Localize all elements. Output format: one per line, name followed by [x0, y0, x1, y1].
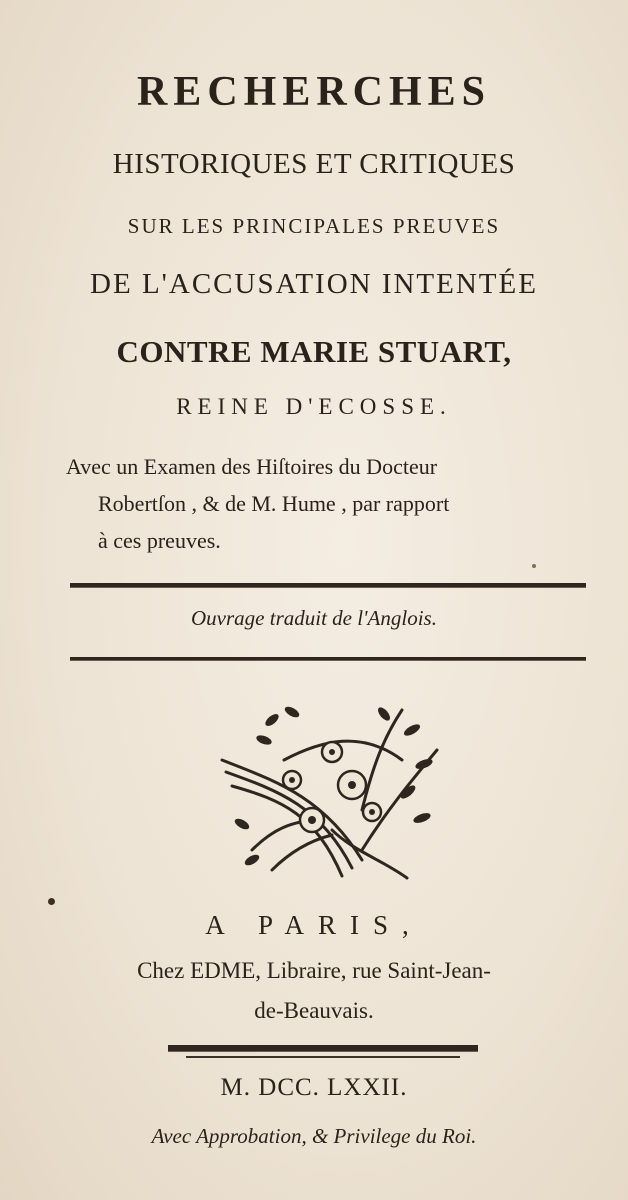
rule-bottom-heavy [168, 1045, 478, 1051]
rule-middle [70, 657, 586, 660]
imprint-publisher-line-2: de-Beauvais. [254, 998, 374, 1023]
title-line-4: DE L'ACCUSATION INTENTÉE [90, 268, 538, 300]
subtitle-line-3: à ces preuves. [98, 528, 221, 553]
publication-date: M. DCC. LXXII. [220, 1074, 408, 1101]
imprint-city: A PARIS, [205, 910, 423, 940]
translation-note: Ouvrage traduit de l'Anglois. [191, 606, 437, 630]
title-line-5: CONTRE MARIE STUART, [116, 334, 512, 369]
rule-top [70, 583, 586, 587]
floral-bouquet-icon [212, 700, 444, 890]
imprint-publisher-line-1: Chez EDME, Libraire, rue Saint-Jean- [137, 958, 491, 983]
ink-spot [48, 898, 55, 905]
title-line-2: HISTORIQUES ET CRITIQUES [112, 148, 516, 180]
rule-bottom-thin [186, 1056, 460, 1058]
subtitle-line-1: Avec un Examen des Hiſtoires du Docteur [66, 454, 438, 479]
subtitle-line-2: Robertſon , & de M. Hume , par rapport [98, 491, 450, 516]
title-line-3: SUR LES PRINCIPALES PREUVES [127, 214, 501, 238]
title-line-1: RECHERCHES [136, 69, 492, 115]
privilege-line: Avec Approbation, & Privilege du Roi. [151, 1124, 477, 1148]
foxing-spot [532, 564, 536, 568]
title-line-6: REINE D'ECOSSE. [176, 394, 452, 419]
